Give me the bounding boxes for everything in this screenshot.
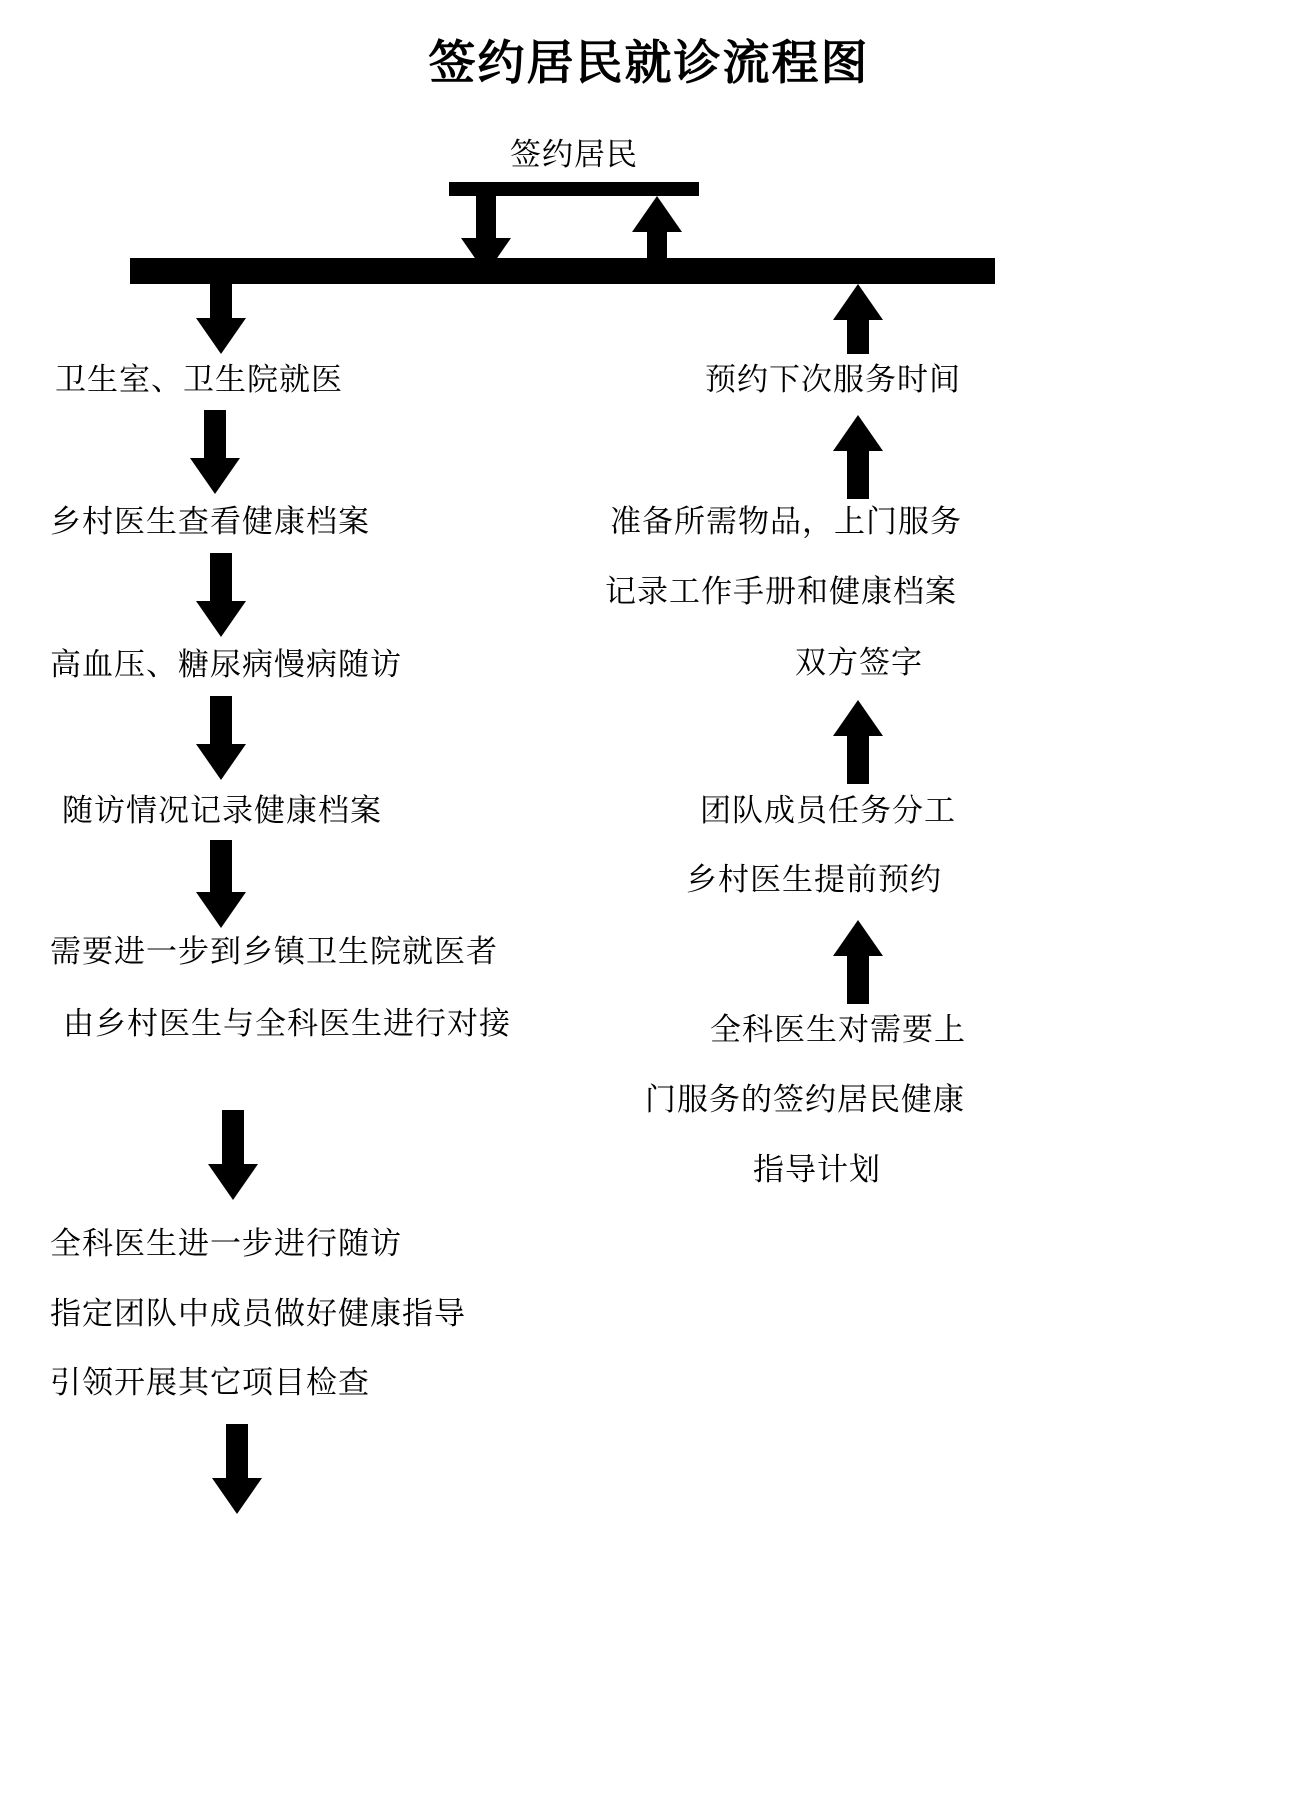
- node-left-5-line1: 需要进一步到乡镇卫生院就医者: [50, 934, 498, 969]
- node-signed-resident: 签约居民: [510, 137, 638, 172]
- node-left-6-line2: 指定团队中成员做好健康指导: [50, 1296, 466, 1331]
- node-right-1: 预约下次服务时间: [705, 362, 961, 397]
- page-title: 签约居民就诊流程图: [428, 38, 870, 90]
- node-right-3-line2: 乡村医生提前预约: [686, 862, 942, 897]
- arrow-right-2-to-1: [833, 415, 883, 499]
- arrow-left-6-out: [212, 1424, 262, 1514]
- node-right-2-line3: 双方签字: [795, 645, 923, 680]
- node-right-3-line1: 团队成员任务分工: [700, 793, 956, 828]
- top-connector-bar: [449, 182, 699, 196]
- arrow-right-1-to-main-bar: [833, 284, 883, 354]
- node-right-4-line1: 全科医生对需要上: [710, 1012, 966, 1047]
- arrow-left-1-to-2: [190, 410, 240, 494]
- node-right-2-line1: 准备所需物品，上门服务: [610, 504, 962, 539]
- main-horizontal-bar: [130, 258, 995, 284]
- arrow-main-to-left-1: [196, 284, 246, 354]
- arrow-left-4-to-5: [196, 840, 246, 928]
- node-right-2-line2: 记录工作手册和健康档案: [605, 574, 957, 609]
- node-left-1: 卫生室、卫生院就医: [55, 362, 343, 397]
- node-right-4-line3: 指导计划: [753, 1152, 881, 1187]
- node-left-5-line2: 由乡村医生与全科医生进行对接: [63, 1006, 511, 1041]
- arrow-right-3-to-2: [833, 700, 883, 784]
- node-left-4: 随访情况记录健康档案: [62, 793, 382, 828]
- arrow-left-3-to-4: [196, 696, 246, 780]
- node-left-3: 高血压、糖尿病慢病随访: [50, 647, 402, 682]
- arrow-left-2-to-3: [196, 553, 246, 637]
- node-left-6-line1: 全科医生进一步进行随访: [50, 1226, 402, 1261]
- node-left-2: 乡村医生查看健康档案: [50, 504, 370, 539]
- arrow-right-4-to-3: [833, 920, 883, 1004]
- arrow-left-5-to-6: [208, 1110, 258, 1200]
- node-left-6-line3: 引领开展其它项目检查: [50, 1365, 370, 1400]
- node-right-4-line2: 门服务的签约居民健康: [645, 1082, 965, 1117]
